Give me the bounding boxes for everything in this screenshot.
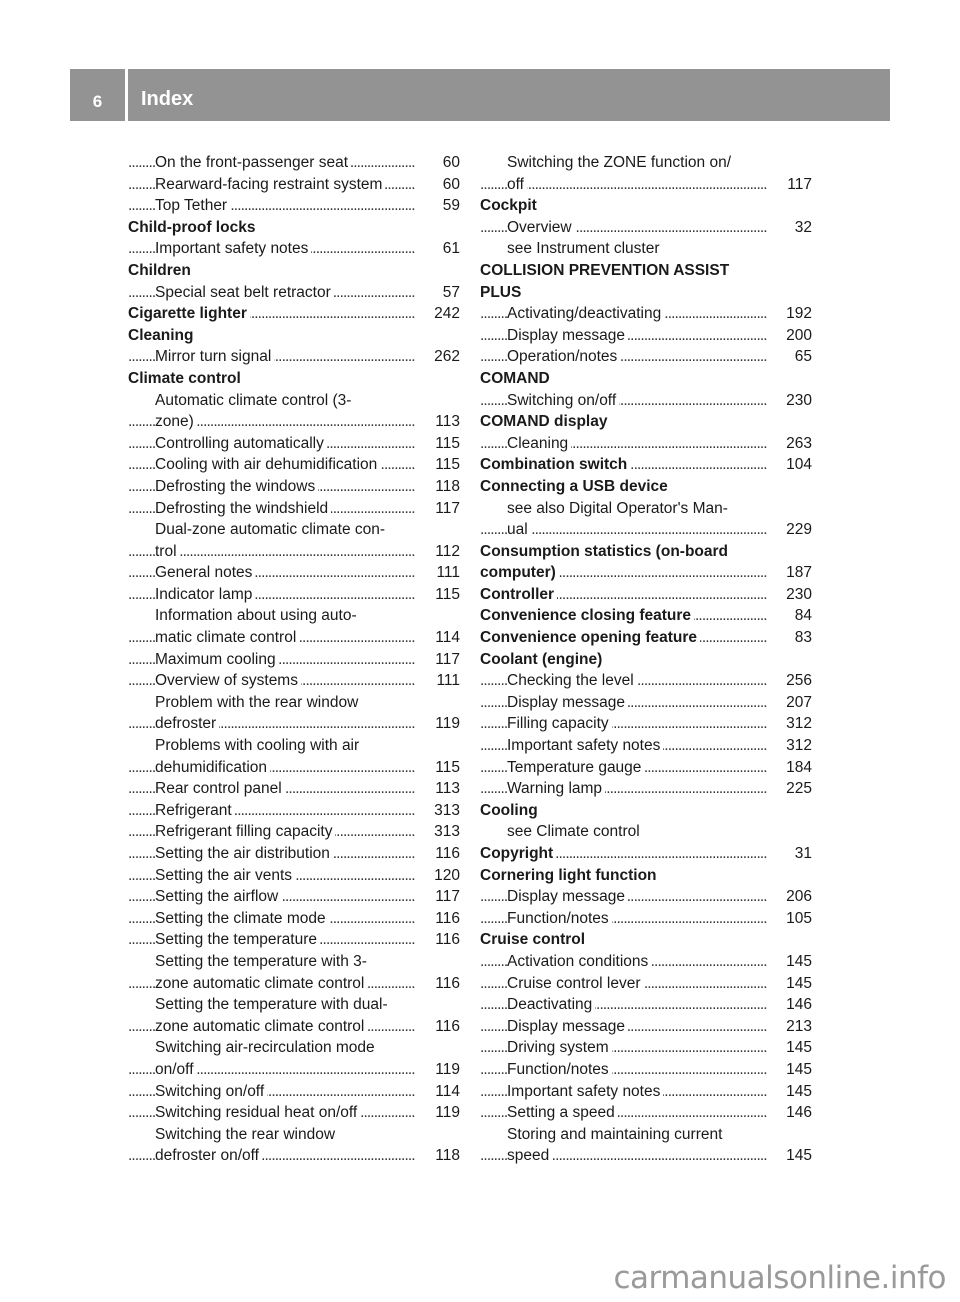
entry-label: Rearward-facing restraint system [155, 176, 385, 193]
index-sub-entry[interactable] [480, 325, 812, 347]
entry-page-number[interactable]: 146 [780, 994, 812, 1016]
index-sub-entry[interactable] [480, 217, 812, 239]
entry-label: Overview of systems [155, 672, 301, 689]
entry-page-number[interactable]: 242 [428, 303, 460, 325]
page-number-tab [70, 69, 125, 121]
index-main-entry [128, 260, 460, 282]
index-main-entry[interactable] [480, 627, 812, 649]
entry-page-number[interactable]: 115 [429, 454, 460, 476]
index-main-entry[interactable] [128, 303, 460, 325]
entry-page-number[interactable]: 263 [780, 433, 812, 455]
entry-label: Convenience closing feature [480, 607, 694, 624]
index-sub-entry [128, 994, 460, 1016]
index-sub-entry[interactable] [128, 843, 460, 865]
entry-page-number[interactable]: 57 [437, 282, 460, 304]
entry-label: Switching the ZONE function on/ [507, 154, 734, 171]
entry-page-number[interactable]: 145 [780, 1145, 812, 1167]
entry-page-number[interactable]: 116 [429, 908, 460, 930]
entry-page-number[interactable]: 117 [429, 498, 460, 520]
index-sub-entry [128, 390, 460, 412]
index-sub-entry[interactable] [128, 282, 460, 304]
entry-page-number[interactable]: 60 [437, 174, 460, 196]
entry-label: Consumption statistics (on-board [480, 543, 731, 560]
entry-label: Setting the air vents [155, 867, 295, 884]
entry-label: Refrigerant filling capacity [155, 823, 335, 840]
index-sub-entry[interactable] [480, 886, 812, 908]
entry-page-number[interactable]: 113 [429, 411, 460, 433]
entry-label: Switching residual heat on/off [155, 1104, 360, 1121]
entry-page-number[interactable]: 118 [429, 1145, 460, 1167]
entry-label: see Climate control [507, 823, 643, 840]
entry-label: Indicator lamp [155, 586, 255, 603]
entry-page-number[interactable]: 115 [429, 433, 460, 455]
entry-label: Controller [480, 586, 557, 603]
entry-label: Coolant (engine) [480, 651, 605, 668]
entry-label: Checking the level [507, 672, 637, 689]
entry-page-number[interactable]: 119 [429, 1102, 460, 1124]
index-sub-entry[interactable] [128, 433, 460, 455]
entry-label: Overview [507, 219, 575, 236]
entry-label: Automatic climate control (3- [155, 392, 354, 409]
index-sub-entry[interactable] [480, 1059, 812, 1081]
entry-label: computer) [480, 564, 559, 581]
entry-label: Copyright [480, 845, 556, 862]
entry-label: Top Tether [155, 197, 230, 214]
entry-page-number[interactable]: 192 [780, 303, 812, 325]
index-sub-entry[interactable] [128, 238, 460, 260]
index-sub-entry [128, 519, 460, 541]
index-main-entry [480, 800, 812, 822]
entry-label: Cockpit [480, 197, 540, 214]
index-sub-entry [480, 498, 812, 520]
entry-page-number[interactable]: 312 [780, 735, 812, 757]
index-sub-entry[interactable] [128, 973, 460, 995]
entry-label: Convenience opening feature [480, 629, 700, 646]
entry-label: Defrosting the windows [155, 478, 318, 495]
index-sub-entry[interactable] [128, 1145, 460, 1167]
entry-label: Activating/deactivating [507, 305, 664, 322]
index-sub-entry [128, 951, 460, 973]
index-main-entry [480, 368, 812, 390]
entry-page-number[interactable]: 111 [430, 562, 460, 584]
index-main-entry[interactable] [480, 584, 812, 606]
entry-page-number[interactable]: 59 [437, 195, 460, 217]
entry-page-number[interactable]: 146 [780, 1102, 812, 1124]
entry-page-number[interactable]: 116 [429, 1016, 460, 1038]
index-sub-entry[interactable] [128, 821, 460, 843]
entry-page-number[interactable]: 145 [780, 1059, 812, 1081]
index-sub-entry[interactable] [128, 865, 460, 887]
entry-page-number[interactable]: 32 [789, 217, 812, 239]
index-sub-entry [480, 152, 812, 174]
index-main-entry [480, 476, 812, 498]
entry-label: Deactivating [507, 996, 595, 1013]
entry-label: Storing and maintaining current [507, 1126, 725, 1143]
entry-label: Information about using auto- [155, 607, 360, 624]
entry-label: matic climate control [155, 629, 299, 646]
entry-label: Setting the air distribution [155, 845, 333, 862]
entry-label: Switching on/off [155, 1083, 267, 1100]
entry-page-number[interactable]: 112 [429, 541, 460, 563]
entry-label: off [507, 176, 527, 193]
index-main-entry [480, 649, 812, 671]
index-main-entry[interactable] [480, 605, 812, 627]
index-sub-entry[interactable] [480, 346, 812, 368]
index-sub-entry[interactable] [480, 713, 812, 735]
index-sub-entry[interactable] [128, 498, 460, 520]
index-sub-entry[interactable] [128, 584, 460, 606]
index-sub-entry[interactable] [480, 1037, 812, 1059]
entry-page-number[interactable]: 113 [429, 778, 460, 800]
entry-label: Switching air-recirculation mode [155, 1039, 378, 1056]
index-sub-entry [128, 692, 460, 714]
entry-page-number[interactable]: 104 [780, 454, 812, 476]
index-sub-entry[interactable] [480, 1102, 812, 1124]
index-sub-entry[interactable] [128, 778, 460, 800]
entry-label: Cooling with air dehumidification [155, 456, 380, 473]
entry-label: Cleaning [128, 327, 196, 344]
entry-label: Setting the temperature with 3- [155, 953, 370, 970]
entry-page-number[interactable]: 114 [429, 627, 460, 649]
entry-label: COMAND [480, 370, 553, 387]
index-sub-entry[interactable] [128, 476, 460, 498]
index-main-entry [128, 368, 460, 390]
index-sub-entry [128, 1124, 460, 1146]
index-sub-entry[interactable] [128, 195, 460, 217]
entry-page-number[interactable]: 111 [430, 670, 460, 692]
entry-label: Controlling automatically [155, 435, 327, 452]
entry-page-number[interactable]: 115 [429, 584, 460, 606]
entry-label: Display message [507, 694, 628, 711]
entry-label: dehumidification [155, 759, 270, 776]
entry-label: Operation/notes [507, 348, 620, 365]
index-sub-entry[interactable] [480, 1016, 812, 1038]
index-sub-entry[interactable] [480, 670, 812, 692]
entry-page-number[interactable]: 206 [780, 886, 812, 908]
entry-label: Cleaning [507, 435, 571, 452]
entry-page-number[interactable]: 60 [437, 152, 460, 174]
index-main-entry [480, 411, 812, 433]
entry-page-number[interactable]: 145 [780, 1037, 812, 1059]
index-sub-entry[interactable] [128, 454, 460, 476]
index-sub-entry [128, 735, 460, 757]
entry-label: defroster on/off [155, 1147, 262, 1164]
entry-label: Important safety notes [155, 240, 311, 257]
entry-page-number[interactable]: 114 [429, 1081, 460, 1103]
index-main-entry [128, 325, 460, 347]
index-sub-entry[interactable] [480, 174, 812, 196]
entry-label: Setting the climate mode [155, 910, 329, 927]
section-title: Index [141, 88, 194, 110]
entry-label: General notes [155, 564, 255, 581]
index-main-entry [480, 260, 812, 282]
entry-label: Climate control [128, 370, 244, 387]
entry-label: trol [155, 543, 180, 560]
entry-label: zone automatic climate control [155, 1018, 367, 1035]
entry-label: Display message [507, 327, 628, 344]
index-sub-entry[interactable] [480, 390, 812, 412]
entry-page-number[interactable]: 145 [780, 973, 812, 995]
index-sub-entry[interactable] [128, 757, 460, 779]
index-sub-entry[interactable] [480, 951, 812, 973]
entry-page-number[interactable]: 312 [780, 713, 812, 735]
entry-page-number[interactable]: 116 [429, 843, 460, 865]
entry-label: ual [507, 521, 531, 538]
index-main-entry [480, 865, 812, 887]
index-sub-entry [480, 238, 812, 260]
index-sub-entry[interactable] [128, 670, 460, 692]
index-sub-entry[interactable] [480, 757, 812, 779]
index-sub-entry[interactable] [128, 800, 460, 822]
entry-page-number[interactable]: 31 [789, 843, 812, 865]
entry-label: Display message [507, 888, 628, 905]
index-sub-entry[interactable] [128, 152, 460, 174]
entry-page-number[interactable]: 262 [428, 346, 460, 368]
index-main-entry[interactable] [480, 562, 812, 584]
entry-page-number[interactable]: 313 [428, 821, 460, 843]
entry-page-number[interactable]: 184 [780, 757, 812, 779]
entry-page-number[interactable]: 83 [789, 627, 812, 649]
entry-page-number[interactable]: 117 [429, 649, 460, 671]
entry-label: zone) [155, 413, 197, 430]
entry-page-number[interactable]: 116 [429, 929, 460, 951]
index-main-entry [480, 929, 812, 951]
entry-label: On the front-passenger seat [155, 154, 351, 171]
index-sub-entry[interactable] [480, 778, 812, 800]
entry-label: Problems with cooling with air [155, 737, 362, 754]
entry-label: Children [128, 262, 194, 279]
entry-page-number[interactable]: 61 [437, 238, 460, 260]
entry-label: Switching the rear window [155, 1126, 338, 1143]
index-sub-entry[interactable] [128, 908, 460, 930]
entry-label: COMAND display [480, 413, 610, 430]
index-main-entry [480, 195, 812, 217]
index-sub-entry[interactable] [128, 411, 460, 433]
entry-label: Cigarette lighter [128, 305, 250, 322]
entry-page-number[interactable]: 200 [780, 325, 812, 347]
entry-page-number[interactable]: 145 [780, 1081, 812, 1103]
index-sub-entry[interactable] [480, 1145, 812, 1167]
entry-label: see also Digital Operator's Man- [507, 500, 731, 517]
index-column-left [128, 152, 460, 1167]
entry-label: Switching on/off [507, 392, 619, 409]
index-sub-entry[interactable] [128, 1016, 460, 1038]
entry-label: Maximum cooling [155, 651, 279, 668]
index-sub-entry[interactable] [480, 908, 812, 930]
entry-label: Defrosting the windshield [155, 500, 331, 517]
index-sub-entry[interactable] [480, 973, 812, 995]
index-sub-entry[interactable] [128, 1059, 460, 1081]
entry-page-number[interactable]: 256 [780, 670, 812, 692]
index-sub-entry[interactable] [480, 692, 812, 714]
index-sub-entry[interactable] [128, 713, 460, 735]
index-sub-entry [128, 605, 460, 627]
entry-page-number[interactable]: 145 [780, 951, 812, 973]
index-sub-entry[interactable] [480, 994, 812, 1016]
index-sub-entry [128, 1037, 460, 1059]
entry-label: Connecting a USB device [480, 478, 671, 495]
entry-page-number[interactable]: 116 [429, 973, 460, 995]
entry-label: Refrigerant [155, 802, 235, 819]
watermark: carmanualsonline.info [613, 1260, 946, 1296]
entry-page-number[interactable]: 207 [780, 692, 812, 714]
entry-label: Warning lamp [507, 780, 605, 797]
entry-label: Setting the airflow [155, 888, 281, 905]
entry-label: on/off [155, 1061, 197, 1078]
entry-label: Cruise control lever [507, 975, 644, 992]
index-main-entry[interactable] [480, 843, 812, 865]
index-main-entry [128, 217, 460, 239]
entry-label: Filling capacity [507, 715, 612, 732]
section-header [128, 69, 890, 121]
index-sub-entry[interactable] [128, 562, 460, 584]
entry-page-number[interactable]: 105 [780, 908, 812, 930]
entry-label: Function/notes [507, 910, 612, 927]
entry-label: speed [507, 1147, 552, 1164]
entry-page-number[interactable]: 213 [780, 1016, 812, 1038]
entry-label: see Instrument cluster [507, 240, 662, 257]
entry-label: zone automatic climate control [155, 975, 367, 992]
entry-label: Problem with the rear window [155, 694, 361, 711]
entry-label: Child-proof locks [128, 219, 258, 236]
entry-label: defroster [155, 715, 219, 732]
entry-page-number[interactable]: 230 [780, 584, 812, 606]
entry-page-number[interactable]: 115 [429, 757, 460, 779]
entry-page-number[interactable]: 187 [780, 562, 812, 584]
index-sub-entry[interactable] [128, 346, 460, 368]
entry-page-number[interactable]: 230 [780, 390, 812, 412]
entry-label: COLLISION PREVENTION ASSIST [480, 262, 732, 279]
entry-label: Mirror turn signal [155, 348, 274, 365]
entry-label: Setting the temperature with dual- [155, 996, 391, 1013]
entry-page-number[interactable]: 313 [428, 800, 460, 822]
index-sub-entry[interactable] [128, 1102, 460, 1124]
index-sub-entry[interactable] [480, 519, 812, 541]
entry-label: Important safety notes [507, 1083, 663, 1100]
entry-label: Combination switch [480, 456, 630, 473]
entry-page-number[interactable]: 229 [780, 519, 812, 541]
index-sub-entry[interactable] [128, 174, 460, 196]
entry-page-number[interactable]: 225 [780, 778, 812, 800]
index-sub-entry[interactable] [480, 735, 812, 757]
entry-label: Driving system [507, 1039, 612, 1056]
entry-page-number[interactable]: 84 [789, 605, 812, 627]
entry-page-number[interactable]: 119 [429, 1059, 460, 1081]
entry-label: Cruise control [480, 931, 588, 948]
index-main-entry [480, 541, 812, 563]
index-sub-entry[interactable] [480, 433, 812, 455]
index-sub-entry[interactable] [128, 627, 460, 649]
entry-page-number[interactable]: 117 [429, 886, 460, 908]
index-sub-entry[interactable] [480, 1081, 812, 1103]
index-column-right [480, 152, 812, 1167]
entry-page-number[interactable]: 119 [429, 713, 460, 735]
index-sub-entry[interactable] [480, 303, 812, 325]
entry-page-number[interactable]: 117 [781, 174, 812, 196]
page-number: 6 [92, 92, 103, 111]
index-sub-entry[interactable] [128, 649, 460, 671]
entry-label: Cooling [480, 802, 541, 819]
index-sub-entry[interactable] [128, 929, 460, 951]
entry-page-number[interactable]: 65 [789, 346, 812, 368]
entry-label: Rear control panel [155, 780, 285, 797]
index-sub-entry[interactable] [128, 886, 460, 908]
entry-label: Function/notes [507, 1061, 612, 1078]
index-sub-entry[interactable] [128, 1081, 460, 1103]
entry-label: PLUS [480, 284, 524, 301]
entry-label: Cornering light function [480, 867, 660, 884]
index-main-entry [480, 282, 812, 304]
index-sub-entry[interactable] [128, 541, 460, 563]
entry-label: Special seat belt retractor [155, 284, 334, 301]
entry-label: Temperature gauge [507, 759, 644, 776]
index-main-entry[interactable] [480, 454, 812, 476]
entry-label: Setting a speed [507, 1104, 618, 1121]
entry-page-number[interactable]: 120 [428, 865, 460, 887]
entry-label: Dual-zone automatic climate con- [155, 521, 388, 538]
entry-label: Activation conditions [507, 953, 651, 970]
index-sub-entry [480, 821, 812, 843]
entry-label: Important safety notes [507, 737, 663, 754]
entry-label: Setting the temperature [155, 931, 320, 948]
entry-page-number[interactable]: 118 [429, 476, 460, 498]
index-sub-entry [480, 1124, 812, 1146]
entry-label: Display message [507, 1018, 628, 1035]
